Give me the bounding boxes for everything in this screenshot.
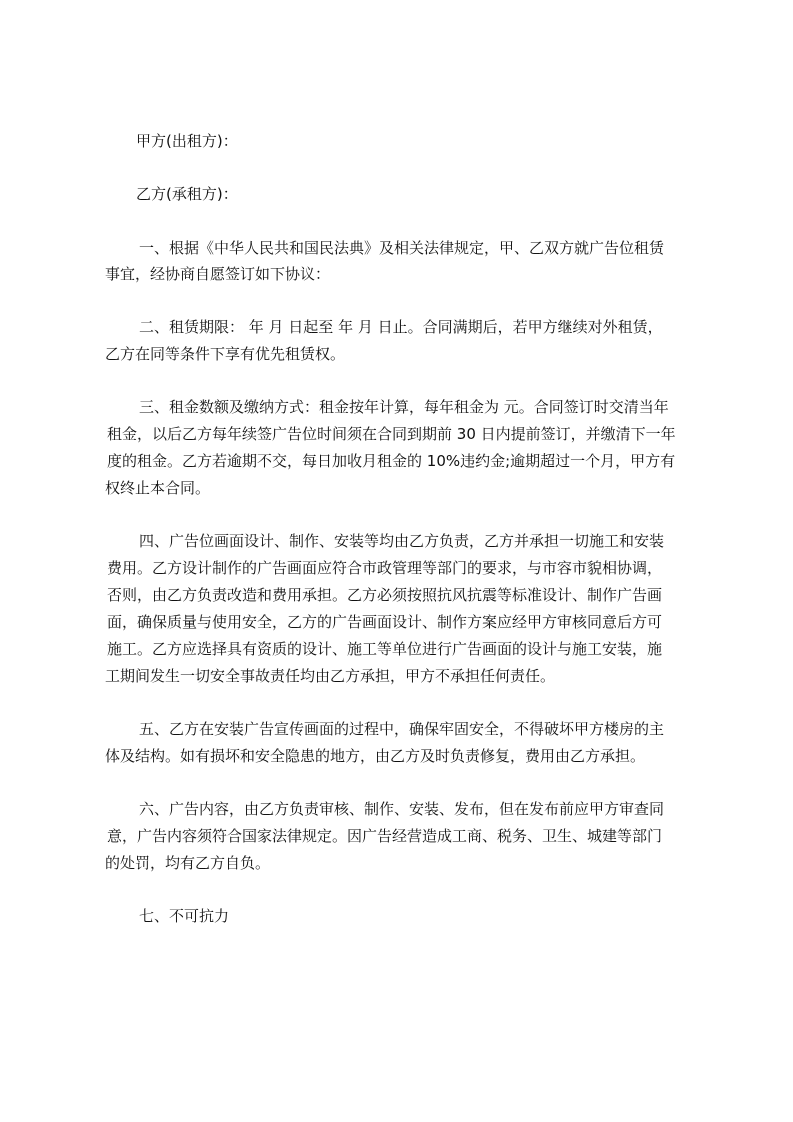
clause-3-line-4: 权终止本合同。 bbox=[105, 479, 211, 497]
clause-3-line-1: 三、租金数额及缴纳方式：租金按年计算，每年租金为 元。合同签订时交清当年 bbox=[139, 398, 669, 416]
clause-6-line-1: 六、广告内容，由乙方负责审核、制作、安装、发布，但在发布前应甲方审查同 bbox=[139, 800, 665, 818]
clause-1-line-2: 事宜，经协商自愿签订如下协议： bbox=[105, 265, 331, 283]
clause-4-line-6: 工期间发生一切安全事故责任均由乙方承担，甲方不承担任何责任。 bbox=[105, 667, 556, 685]
clause-4-line-1: 四、广告位画面设计、制作、安装等均由乙方负责，乙方并承担一切施工和安装 bbox=[139, 532, 665, 550]
clause-1-line-1: 一、根据《中华人民共和国民法典》及相关法律规定，甲、乙双方就广告位租赁 bbox=[139, 239, 665, 257]
party-b-label: 乙方(承租方)： bbox=[136, 185, 238, 203]
clause-2-line-1: 二、租赁期限： 年 月 日起至 年 月 日止。合同满期后，若甲方继续对外租赁， bbox=[139, 318, 663, 336]
party-a-label: 甲方(出租方)： bbox=[136, 132, 238, 150]
clause-7-heading: 七、不可抗力 bbox=[139, 907, 230, 925]
clause-2-line-2: 乙方在同等条件下享有优先租赁权。 bbox=[105, 345, 346, 363]
clause-4-line-5: 施工。乙方应选择具有资质的设计、施工等单位进行广告画面的设计与施工安装，施 bbox=[107, 640, 663, 658]
clause-3-line-3: 度的租金。乙方若逾期不交，每日加收月租金的 10%违约金;逾期超过一个月，甲方有 bbox=[107, 452, 676, 470]
clause-4-line-3: 否则，由乙方负责改造和费用承担。乙方必须按照抗风抗震等标准设计、制作广告画 bbox=[107, 586, 663, 604]
clause-4-line-4: 面，确保质量与使用安全，乙方的广告画面设计、制作方案应经甲方审核同意后方可 bbox=[107, 613, 663, 631]
clause-6-line-2: 意，广告内容须符合国家法律规定。因广告经营造成工商、税务、卫生、城建等部门 bbox=[107, 827, 663, 845]
clause-5-line-2: 体及结构。如有损坏和安全隐患的地方，由乙方及时负责修复，费用由乙方承担。 bbox=[105, 747, 646, 765]
clause-6-line-3: 的处罚，均有乙方自负。 bbox=[105, 854, 271, 872]
clause-4-line-2: 费用。乙方设计制作的广告画面应符合市政管理等部门的要求，与市容市貌相协调， bbox=[107, 559, 663, 577]
clause-3-line-2: 租金，以后乙方每年续签广告位时间须在合同到期前 30 日内提前签订，并缴清下一年 bbox=[107, 425, 676, 443]
clause-5-line-1: 五、乙方在安装广告宣传画面的过程中，确保牢固安全，不得破坏甲方楼房的主 bbox=[139, 720, 665, 738]
